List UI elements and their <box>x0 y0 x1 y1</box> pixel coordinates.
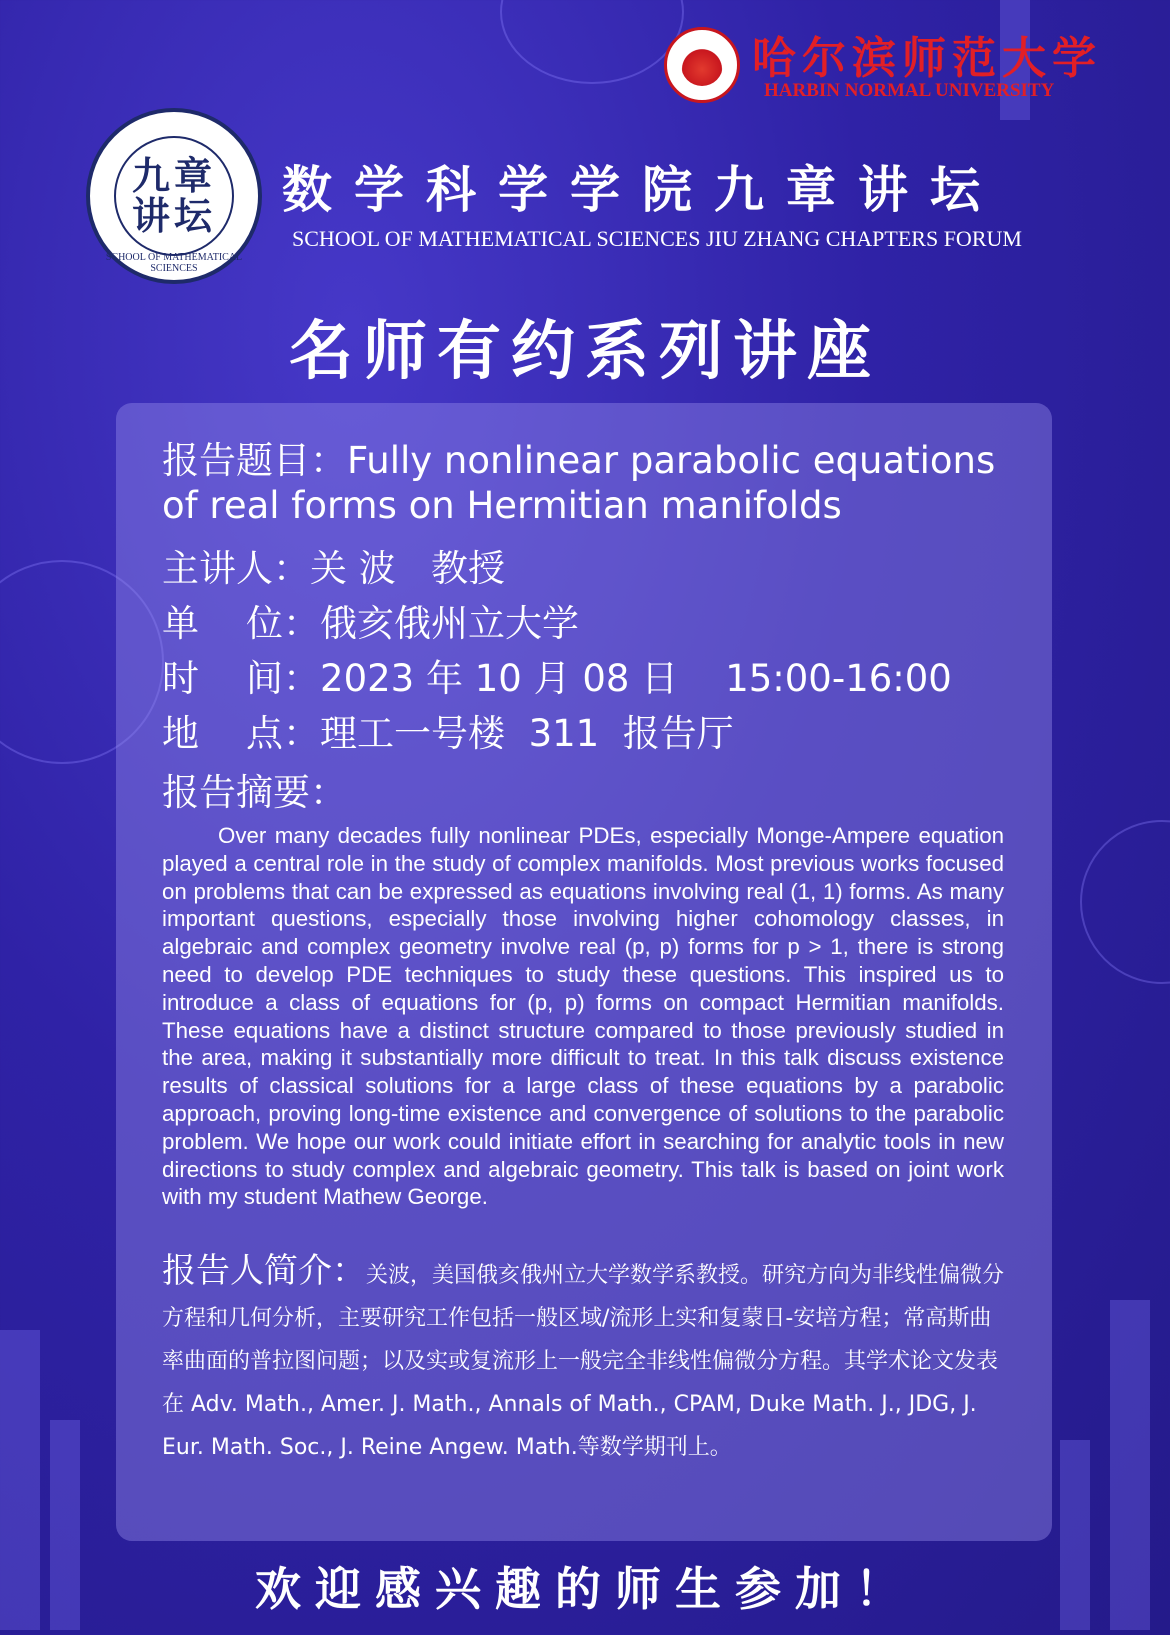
talk-title-label: 报告题目： <box>162 439 347 482</box>
place-label: 地 点： <box>162 712 321 755</box>
forum-seal-ring-text: SCHOOL OF MATHEMATICAL SCIENCES <box>105 252 243 274</box>
time-label: 时 间： <box>162 657 321 700</box>
background-ring-decoration <box>1080 820 1170 984</box>
unit-value: 俄亥俄州立大学 <box>320 602 580 645</box>
unit-label: 单 位： <box>162 602 321 645</box>
unit-row <box>162 593 579 647</box>
talk-title-row <box>162 430 995 484</box>
abstract-heading: 报告摘要： <box>162 771 347 814</box>
talk-title-line2: of real forms on Hermitian manifolds <box>162 484 842 527</box>
welcome-footer: 欢迎感兴趣的师生参加！ <box>255 1562 915 1616</box>
time-row <box>162 648 952 702</box>
place-row <box>162 703 734 757</box>
place-value: 理工一号楼 311 报告厅 <box>320 712 734 755</box>
university-logo <box>664 22 1104 112</box>
bio-text: 关波，美国俄亥俄州立大学数学系教授。研究方向为非线性偏微分方程和几何分析，主要研究工作包括一般区域/流形上实和复蒙日-安培方程；常高斯曲率曲面的普拉图问题；以及实或复流形上一般完全非线性偏微分方程。其学术论文发表在 Adv. Math., Amer. J. Math., Annals of Math., CPAM, Duke Math. J., JDG, J. Eur. Math. Soc., J. Reine Angew. Math.等数学期刊上。 <box>162 1263 1005 1460</box>
university-name-en: HARBIN NORMAL UNIVERSITY <box>764 80 1055 101</box>
forum-seal-glyph: 九章讲坛 <box>131 153 216 238</box>
school-forum-title-en: SCHOOL OF MATHEMATICAL SCIENCES JIU ZHANG CHAPTERS FORUM <box>292 226 1022 251</box>
speaker-row <box>162 538 505 592</box>
background-ring-decoration <box>500 0 684 84</box>
time-value: 2023 年 10 月 08 日 15:00-16:00 <box>320 657 952 700</box>
university-name-cn: 哈尔滨师范大学 <box>752 33 1102 84</box>
forum-seal-logo <box>86 108 262 284</box>
school-forum-title-cn: 数学科学学院九章讲坛 <box>282 160 1002 219</box>
speaker-value: 关 波 教授 <box>310 547 506 590</box>
speaker-label: 主讲人： <box>162 547 310 590</box>
speaker-bio <box>162 1250 1004 1469</box>
talk-title-line1: Fully nonlinear parabolic equations <box>347 439 996 482</box>
bio-label: 报告人简介： <box>162 1251 366 1291</box>
university-seal-icon <box>664 27 740 103</box>
forum-seal-inner <box>114 136 234 256</box>
abstract-text: Over many decades fully nonlinear PDEs, especially Monge-Ampere equation played a central role in the study of complex manifolds. Most previous works focused on problems that can be expressed as equations involving real (1, 1) forms. As many important questions, especially those involving higher cohomology classes, in algebraic and complex geometry involve real (p, p) forms for p > 1, there is strong need to develop PDE techniques to study these questions. This inspired us to introduce a class of equations for (p, p) forms on compact Hermitian manifolds. These equations have a distinct structure compared to those previously studied in the area, making it substantially more difficult to treat. In this talk discuss existence results of classical solutions for a large class of these equations by a parabolic approach, proving long-time existence and convergence of solutions to the parabolic problem. We hope our work could initiate effort in searching for analytic tools in new directions to study complex and algebraic geometry. This talk is based on joint work with my student Mathew George. <box>162 823 1004 1210</box>
lecture-series-title: 名师有约系列讲座 <box>289 315 881 389</box>
